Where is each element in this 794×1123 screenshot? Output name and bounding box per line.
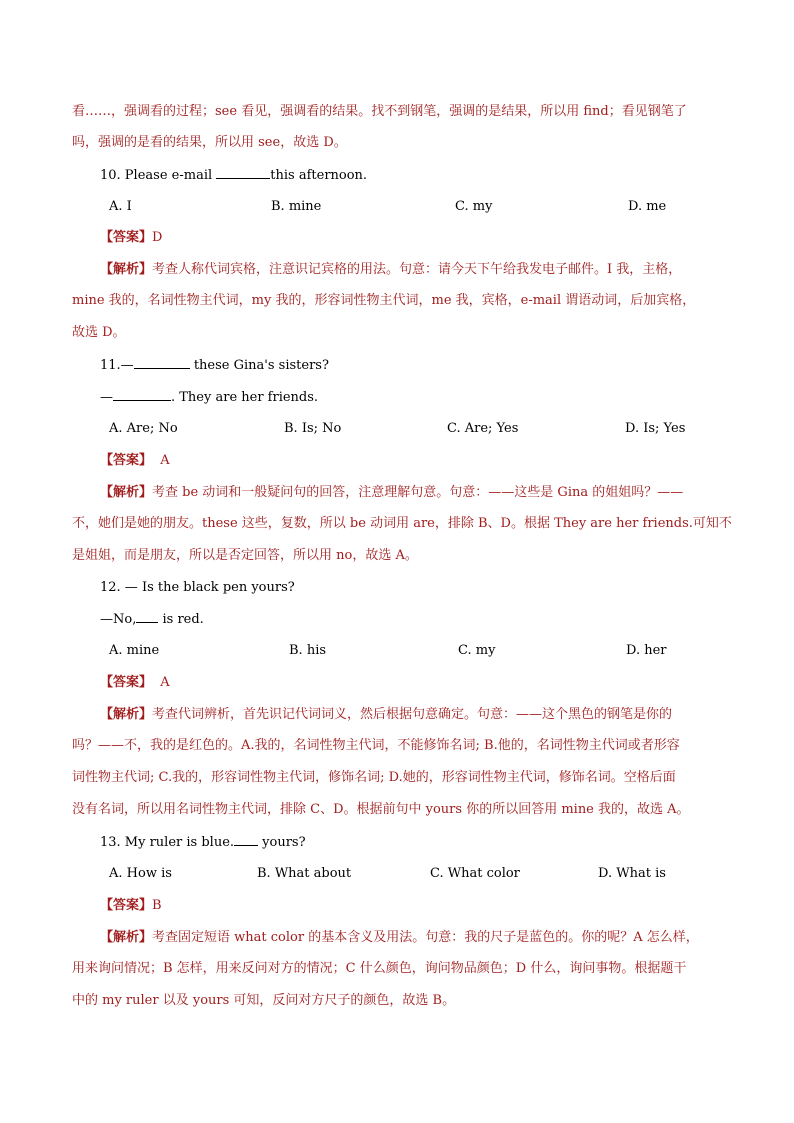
answer-value: A	[160, 675, 170, 690]
option-a: A. I	[109, 199, 132, 214]
question-12-reply: —No, is red.	[100, 612, 204, 627]
analysis-line: mine 我的，名词性物主代词，my 我的，形容词性物主代词，me 我，宾格，e-mail 谓语动词，后加宾格，	[72, 293, 696, 308]
question-10-stem: 10. Please e-mail this afternoon.	[100, 168, 368, 183]
option-d: D. What is	[598, 866, 666, 881]
answer-value: B	[152, 898, 162, 913]
question-13-stem: 13. My ruler is blue. yours?	[100, 835, 306, 850]
answer-value: D	[152, 230, 163, 245]
explanation-line: 吗，强调的是看的结果，所以用 see，故选 D。	[72, 135, 347, 150]
explanation-line: 看……，强调看的过程；see 看见，强调看的结果。找不到钢笔，强调的是结果，所以用 find；看见钢笔了	[72, 104, 687, 119]
option-b: B. What about	[257, 866, 352, 881]
analysis-line: 吗？——不，我的是红色的。A.我的，名词性物主代词，不能修饰名词; B.他的，名词性物主代词或者形容	[72, 738, 680, 753]
option-a: A. Are; No	[109, 421, 178, 436]
analysis-line: 没有名词，所以用名词性物主代词，排除 C、D。根据前句中 yours 你的所以回答用 mine 我的，故选 A。	[72, 802, 690, 817]
analysis-line: 不，她们是她的朋友。these 这些，复数，所以 be 动词用 are，排除 B、D。根据 They are her friends.可知不	[72, 516, 732, 531]
answer-line: 【答案】 A	[100, 675, 170, 690]
analysis-line: 用来询问情况；B 怎样，用来反问对方的情况；C 什么颜色，询问物品颜色；D 什么，询问事物。根据题干	[72, 961, 687, 976]
analysis-line: 是姐姐，而是朋友，所以是否定回答，所以用 no，故选 A。	[72, 548, 418, 563]
answer-blank	[113, 388, 171, 401]
answer-value: A	[160, 453, 170, 468]
answer-blank	[234, 833, 258, 846]
option-c: C. What color	[430, 866, 520, 881]
question-12-stem: 12. — Is the black pen yours?	[100, 580, 295, 595]
option-d: D. me	[628, 199, 667, 214]
option-a: A. How is	[109, 866, 172, 881]
analysis-line: 【解析】考查 be 动词和一般疑问句的回答，注意理解句意。句意：——这些是 Gina 的姐姐吗？——	[100, 485, 684, 500]
analysis-line: 【解析】考查人称代词宾格，注意识记宾格的用法。句意：请今天下午给我发电子邮件。I 我，主格，	[100, 262, 682, 277]
analysis-line: 故选 D。	[72, 325, 126, 340]
option-d: D. her	[626, 643, 667, 658]
analysis-line: 【解析】考查固定短语 what color 的基本含义及用法。句意：我的尺子是蓝色的。你的呢？A 怎么样，	[100, 930, 699, 945]
option-c: C. my	[458, 643, 496, 658]
answer-blank	[136, 610, 158, 623]
answer-blank	[216, 166, 270, 179]
question-11-reply: — . They are her friends.	[100, 390, 319, 405]
answer-line: 【答案】 A	[100, 453, 170, 468]
analysis-line: 中的 my ruler 以及 yours 可知，反问对方尺子的颜色，故选 B。	[72, 993, 456, 1008]
analysis-line: 【解析】考查代词辨析，首先识记代词词义，然后根据句意确定。句意：——这个黑色的钢笔是你的	[100, 707, 673, 722]
option-a: A. mine	[109, 643, 160, 658]
option-d: D. Is; Yes	[625, 421, 686, 436]
option-c: C. Are; Yes	[447, 421, 519, 436]
answer-line: 【答案】B	[100, 898, 162, 913]
option-b: B. mine	[271, 199, 322, 214]
question-11-stem: 11.— these Gina's sisters?	[100, 358, 329, 373]
option-c: C. my	[455, 199, 493, 214]
option-b: B. Is; No	[284, 421, 342, 436]
answer-line: 【答案】D	[100, 230, 163, 245]
analysis-line: 词性物主代词; C.我的，形容词性物主代词，修饰名词; D.她的，形容词性物主代词，修饰名词。空格后面	[72, 770, 676, 785]
option-b: B. his	[289, 643, 327, 658]
answer-blank	[134, 356, 190, 369]
